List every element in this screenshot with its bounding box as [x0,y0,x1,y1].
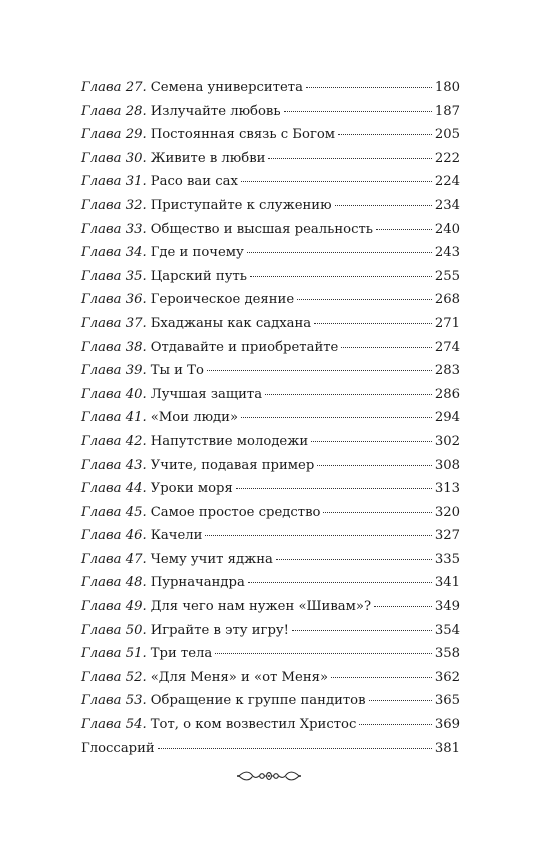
toc-entry[interactable] [81,737,460,761]
page-number: 294 [434,410,460,426]
chapter-label: Глава 51. [81,646,147,662]
chapter-title: Где и почему [150,245,244,261]
table-of-contents [81,76,460,760]
chapter-label: Глава 44. [81,481,147,497]
dot-leader [314,323,432,324]
chapter-title: Играйте в эту игру! [150,622,289,638]
dot-leader [241,417,432,418]
dot-leader [268,158,431,159]
chapter-label: Глава 31. [81,174,147,190]
page-number: 362 [434,669,460,685]
toc-entry[interactable] [81,501,460,525]
chapter-label: Глава 42. [81,433,147,449]
page-number: 187 [434,103,460,119]
dot-leader [248,582,432,583]
toc-entry[interactable] [81,218,460,242]
toc-entry[interactable] [81,713,460,737]
chapter-title: Постоянная связь с Богом [150,127,336,143]
toc-entry[interactable] [81,406,460,430]
page-number: 268 [434,292,460,308]
page-number: 286 [434,386,460,402]
chapter-title: Пурначандра [150,575,245,591]
dot-leader [311,441,432,442]
page-number: 308 [434,457,460,473]
page-number: 313 [434,481,460,497]
chapter-title: Лучшая защита [150,386,263,402]
toc-entry[interactable] [81,170,460,194]
toc-entry[interactable] [81,383,460,407]
dot-leader [284,111,432,112]
chapter-label: Глава 36. [81,292,147,308]
page-number: 224 [434,174,460,190]
toc-entry[interactable] [81,312,460,336]
dot-leader [205,535,431,536]
chapter-title: Приступайте к служению [150,197,332,213]
page-number: 180 [434,80,460,95]
chapter-title: Бхаджаны как садхана [150,315,312,331]
chapter-title: Общество и высшая реальность [150,221,373,237]
toc-entry[interactable] [81,642,460,666]
dot-leader [265,394,432,395]
chapter-title: Расо ваи сах [150,174,238,190]
dot-leader [374,606,432,607]
chapter-label: Глава 53. [81,693,147,709]
chapter-label: Глава 29. [81,127,147,143]
chapter-title: Уроки моря [150,481,233,497]
toc-entry[interactable] [81,123,460,147]
toc-entry[interactable] [81,265,460,289]
chapter-label: Глава 49. [81,599,147,615]
chapter-title: Глоссарий [81,740,155,756]
chapter-title: Семена университета [150,80,303,95]
flourish-ornament-icon [236,768,302,784]
page-number: 271 [434,315,460,331]
toc-entry[interactable] [81,548,460,572]
dot-leader [276,559,432,560]
chapter-title: «Мои люди» [150,410,239,426]
page-number: 205 [434,127,460,143]
chapter-label: Глава 46. [81,528,147,544]
chapter-title: Качели [150,528,203,544]
toc-entry[interactable] [81,147,460,171]
toc-entry[interactable] [81,194,460,218]
toc-entry[interactable] [81,524,460,548]
chapter-title: Тот, о ком возвестил Христос [150,717,357,733]
dot-leader [250,276,432,277]
page-number: 349 [434,599,460,615]
toc-entry[interactable] [81,76,460,100]
chapter-label: Глава 45. [81,504,147,520]
dot-leader [338,134,432,135]
dot-leader [215,653,432,654]
chapter-label: Глава 40. [81,386,147,402]
toc-entry[interactable] [81,571,460,595]
chapter-label: Глава 54. [81,717,147,733]
page-number: 320 [434,504,460,520]
dot-leader [236,488,432,489]
chapter-title: Чему учит яджна [150,551,273,567]
chapter-label: Глава 27. [81,80,147,95]
dot-leader [306,87,432,88]
dot-leader [158,748,432,749]
toc-entry[interactable] [81,477,460,501]
chapter-title: Отдавайте и приобретайте [150,339,339,355]
toc-entry[interactable] [81,666,460,690]
chapter-title: Напутствие молодежи [150,433,309,449]
page-number: 335 [434,551,460,567]
page-number: 341 [434,575,460,591]
page-number: 302 [434,433,460,449]
toc-entry[interactable] [81,336,460,360]
chapter-title: Живите в любви [150,150,266,166]
dot-leader [323,512,431,513]
page-number: 222 [434,150,460,166]
page-number: 240 [434,221,460,237]
chapter-title: Учите, подавая пример [150,457,315,473]
page-number: 283 [434,363,460,379]
toc-entry[interactable] [81,288,460,312]
toc-entry[interactable] [81,100,460,124]
dot-leader [297,299,432,300]
dot-leader [369,700,432,701]
page-number: 381 [434,740,460,756]
chapter-label: Глава 37. [81,315,147,331]
chapter-label: Глава 34. [81,245,147,261]
dot-leader [335,205,432,206]
chapter-title: Царский путь [150,268,247,284]
toc-entry[interactable] [81,619,460,643]
page-number: 327 [434,528,460,544]
chapter-label: Глава 35. [81,268,147,284]
chapter-title: Для чего нам нужен «Шивам»? [150,599,372,615]
page-number: 369 [434,717,460,733]
chapter-title: Самое простое средство [150,504,321,520]
chapter-title: Излучайте любовь [150,103,281,119]
page-number: 274 [434,339,460,355]
chapter-title: Ты и То [150,363,204,379]
page-number: 358 [434,646,460,662]
dot-leader [247,252,432,253]
chapter-label: Глава 39. [81,363,147,379]
chapter-title: Героическое деяние [150,292,295,308]
dot-leader [317,465,432,466]
chapter-label: Глава 41. [81,410,147,426]
chapter-title: «Для Меня» и «от Меня» [150,669,329,685]
dot-leader [207,370,432,371]
toc-entry[interactable] [81,454,460,478]
chapter-label: Глава 30. [81,150,147,166]
dot-leader [331,677,432,678]
chapter-label: Глава 47. [81,551,147,567]
toc-entry[interactable] [81,430,460,454]
chapter-label: Глава 50. [81,622,147,638]
chapter-label: Глава 52. [81,669,147,685]
page-number: 243 [434,245,460,261]
chapter-label: Глава 28. [81,103,147,119]
chapter-title: Три тела [150,646,213,662]
chapter-title: Обращение к группе пандитов [150,693,366,709]
dot-leader [341,347,431,348]
toc-entry[interactable] [81,359,460,383]
page-number: 234 [434,197,460,213]
dot-leader [359,724,431,725]
page-number: 354 [434,622,460,638]
toc-entry[interactable] [81,595,460,619]
toc-entry[interactable] [81,241,460,265]
chapter-label: Глава 48. [81,575,147,591]
page-number: 255 [434,268,460,284]
dot-leader [292,630,432,631]
page-number: 365 [434,693,460,709]
chapter-label: Глава 43. [81,457,147,473]
toc-entry[interactable] [81,689,460,713]
dot-leader [376,229,432,230]
dot-leader [241,181,432,182]
chapter-label: Глава 33. [81,221,147,237]
chapter-label: Глава 38. [81,339,147,355]
chapter-label: Глава 32. [81,197,147,213]
